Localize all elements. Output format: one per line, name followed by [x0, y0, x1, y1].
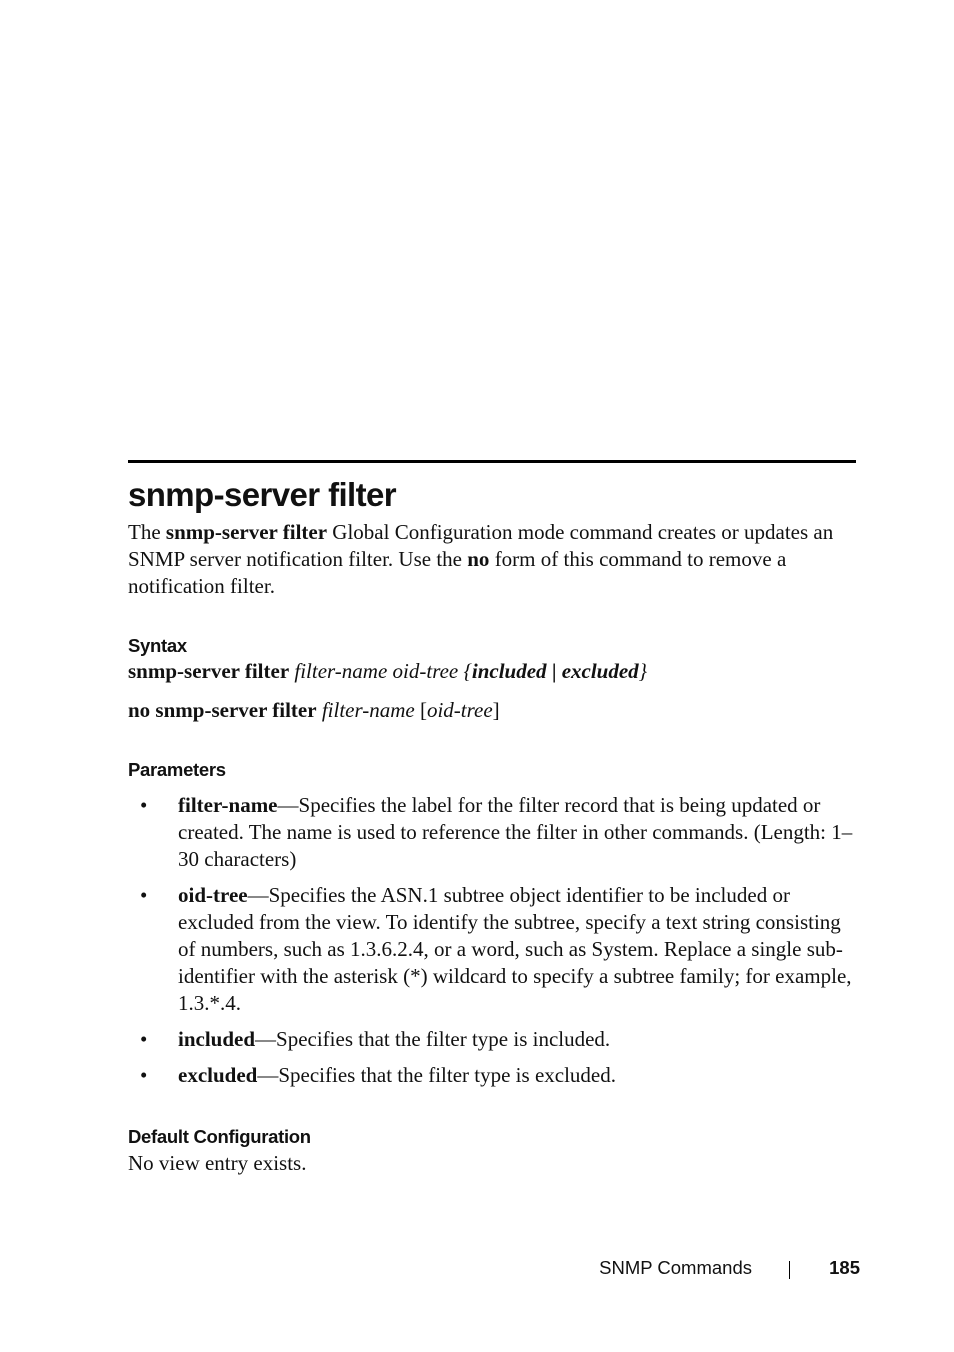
intro-no-keyword: no — [467, 547, 490, 571]
list-item — [128, 882, 856, 1017]
bullet-icon: • — [140, 793, 148, 817]
page-title: snmp-server filter — [128, 476, 396, 513]
param-term: excluded — [178, 1063, 258, 1087]
default-configuration-text: No view entry exists. — [128, 1151, 307, 1175]
list-item — [128, 792, 856, 873]
syntax-1-option-excluded: excluded — [561, 659, 639, 683]
param-term: included — [178, 1027, 256, 1051]
list-item — [128, 1026, 856, 1053]
param-term: oid-tree — [178, 883, 248, 907]
syntax-1-args: filter-name oid-tree { — [289, 659, 472, 683]
param-term: filter-name — [178, 793, 278, 817]
bullet-icon: • — [140, 883, 148, 907]
syntax-heading: Syntax — [128, 635, 187, 656]
syntax-line-2 — [128, 697, 500, 724]
intro-text-1: The — [128, 520, 166, 544]
default-configuration-heading: Default Configuration — [128, 1126, 311, 1147]
intro-command: snmp-server filter — [165, 520, 328, 544]
param-description: Specifies the ASN.1 subtree object identifier to be included or excluded from the view. To identify the subtree, specify a text string consisting of numbers, such as 1.3.6.2.4, or a word, such as System. Replace a single sub-identifier with the asterisk (*) wildcard to specify a subtree family; for example, 1.3.*.4. — [178, 883, 852, 1015]
param-description: Specifies that the filter type is excluded. — [278, 1063, 616, 1087]
parameters-list — [128, 792, 856, 1098]
param-dash: — — [277, 793, 299, 817]
bullet-icon: • — [140, 1027, 148, 1051]
syntax-2-command: no snmp-server filter — [128, 698, 317, 722]
param-dash: — — [255, 1027, 277, 1051]
syntax-2-arg-oid-tree: oid-tree — [426, 698, 493, 722]
parameters-heading: Parameters — [128, 759, 226, 780]
syntax-1-close: } — [638, 659, 648, 683]
syntax-1-separator: | — [546, 659, 562, 683]
syntax-1-command: snmp-server filter — [128, 659, 290, 683]
page-number: 185 — [829, 1257, 860, 1278]
intro-text-3: form of this command to remove a notification filter. — [128, 547, 787, 598]
syntax-2-bracket-close: ] — [492, 698, 500, 722]
footer-separator — [789, 1261, 790, 1279]
syntax-2-bracket-open: [ — [414, 698, 427, 722]
section-rule — [128, 460, 856, 463]
syntax-1-option-included: included — [471, 659, 547, 683]
param-dash: — — [257, 1063, 279, 1087]
footer-chapter: SNMP Commands — [599, 1257, 752, 1278]
param-description: Specifies the label for the filter record that is being updated or created. The name is used to reference the filter in other commands. (Length: 1–30 characters) — [178, 793, 853, 871]
param-dash: — — [247, 883, 269, 907]
param-description: Specifies that the filter type is included. — [276, 1027, 611, 1051]
bullet-icon: • — [140, 1063, 148, 1087]
intro-paragraph — [128, 519, 856, 600]
intro-text-2: Global Configuration mode command creates or updates an SNMP server notification filter. Use the — [128, 520, 834, 571]
list-item — [128, 1062, 856, 1089]
syntax-line-1 — [128, 658, 647, 685]
syntax-2-arg-filter-name: filter-name — [316, 698, 415, 722]
